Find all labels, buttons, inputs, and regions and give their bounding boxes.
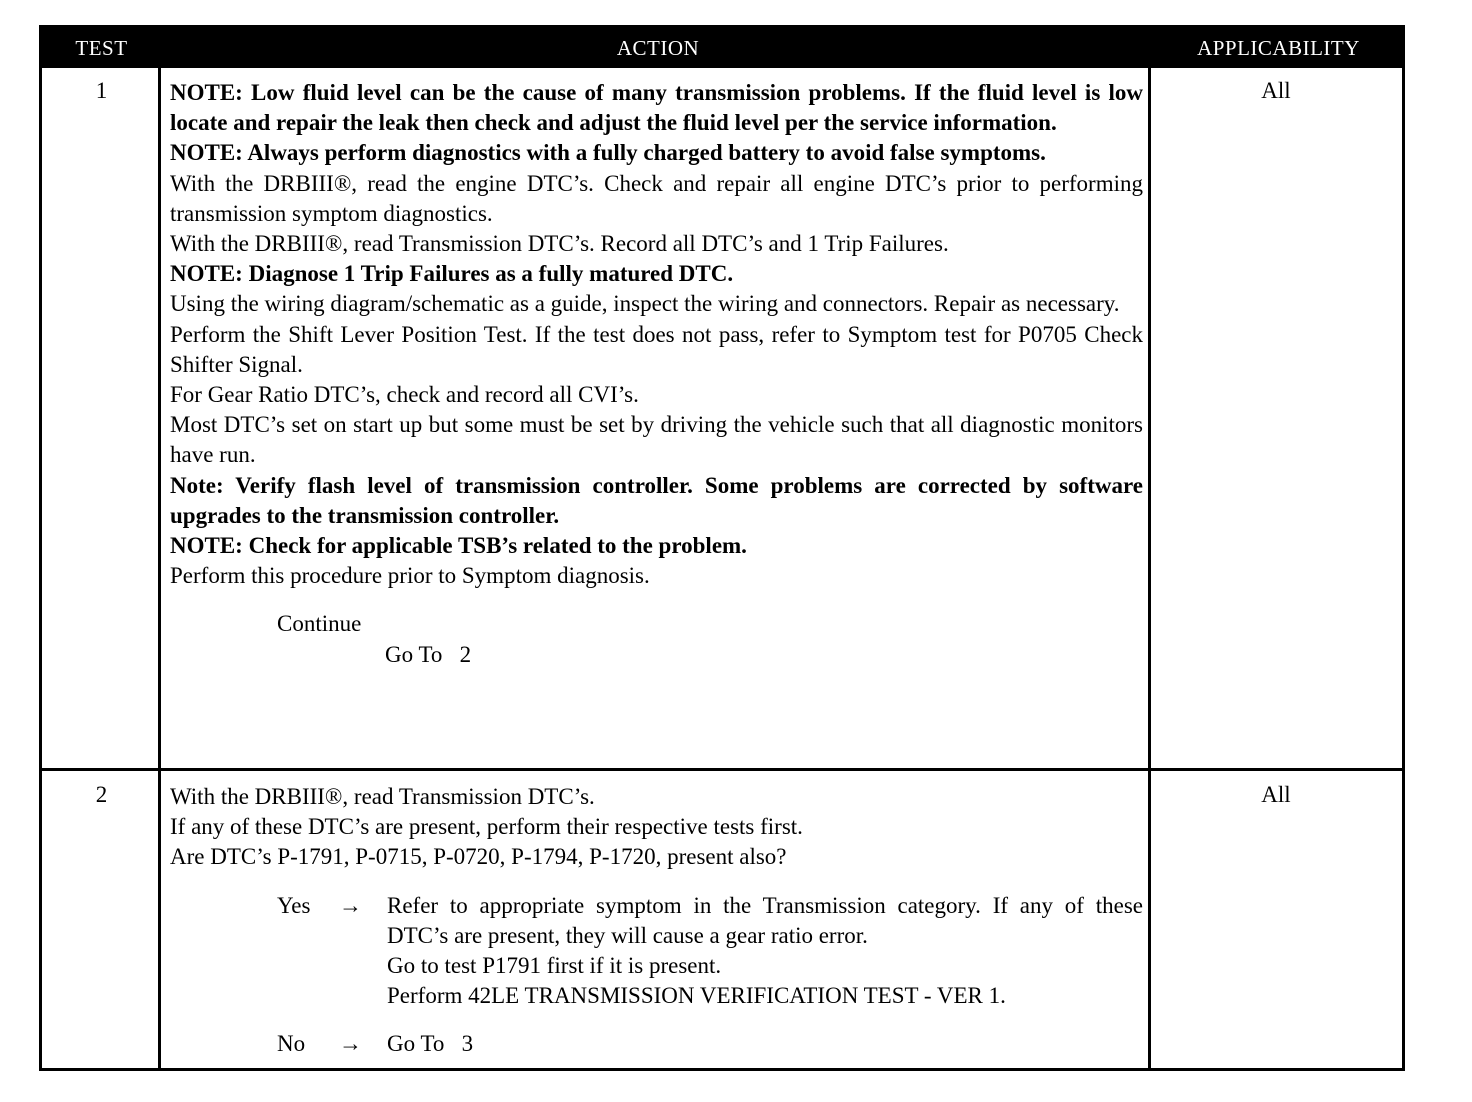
note-text: NOTE: Always perform diagnostics with a fully charged battery to avoid false symptoms. [170,140,1046,166]
applicability-value: All [1261,78,1291,103]
action-text: With the DRBIII®, read Transmission DTC’s. Record all DTC’s and 1 Trip Failures. [170,231,949,257]
arrow-icon: → [339,1031,362,1057]
note-text: NOTE: Low fluid level can be the cause of many transmission problems. If the fluid level is low locate and repair the leak then check and adjust the fluid level per the service information. [170,80,1143,136]
action-text: With the DRBIII®, read Transmission DTC’s. [170,784,595,809]
action-text: Perform the Shift Lever Position Test. If the test does not pass, refer to Symptom test for P0705 Check Shifter Signal. [170,321,1143,377]
table-row [42,772,1402,1068]
action-text: With the DRBIII®, read the engine DTC’s. Check and repair all engine DTC’s prior to performing transmission symptom diagnostics. [170,170,1143,226]
action-text: Most DTC’s set on start up but some must be set by driving the vehicle such that all diagnostic monitors have run. [170,412,1143,468]
yes-text-line: Refer to appropriate symptom in the Transmission category. If any of these DTC’s are present, they will cause a gear ratio error. [387,892,1143,948]
yes-text-line: Go to test P1791 first if it is present. [387,953,722,979]
header-applicability: APPLICABILITY [1197,36,1360,60]
no-label: No [277,1031,306,1057]
header-action: ACTION [616,36,700,60]
goto-link[interactable]: Go To 2 [385,641,472,667]
no-goto-link[interactable]: Go To 3 [387,1031,474,1057]
table-row [42,68,1402,768]
yes-text-line: Perform 42LE TRANSMISSION VERIFICATION TEST - VER 1. [387,983,1006,1009]
action-text: Using the wiring diagram/schematic as a guide, inspect the wiring and connectors. Repair as necessary. [170,291,1120,317]
note-text: NOTE: Check for applicable TSB’s related to the problem. [170,533,747,559]
table-header [42,28,1402,68]
row-divider [42,768,1402,771]
yes-branch [170,891,1143,1012]
diagnostic-table [39,25,1405,1071]
yes-text [387,891,1143,1012]
action-cell [170,78,1143,670]
no-branch [170,1029,1143,1059]
applicability-value: All [1261,782,1291,807]
action-text: Perform this procedure prior to Symptom diagnosis. [170,563,650,589]
action-text: Are DTC’s P-1791, P-0715, P-0720, P-1794, P-1720, present also? [170,844,787,870]
note-text: NOTE: Diagnose 1 Trip Failures as a fully matured DTC. [170,261,734,287]
test-number: 2 [95,782,108,807]
header-test: TEST [75,36,128,60]
action-cell [170,782,1143,1060]
arrow-icon: → [339,892,362,918]
action-text: For Gear Ratio DTC’s, check and record all CVI’s. [170,382,639,408]
action-text: If any of these DTC’s are present, perform their respective tests first. [170,814,803,840]
continue-label: Continue [277,611,362,637]
yes-label: Yes [277,892,311,918]
note-text: Note: Verify flash level of transmission controller. Some problems are corrected by software upgrades to the transmission controller. [170,472,1143,528]
test-number: 1 [95,78,108,103]
